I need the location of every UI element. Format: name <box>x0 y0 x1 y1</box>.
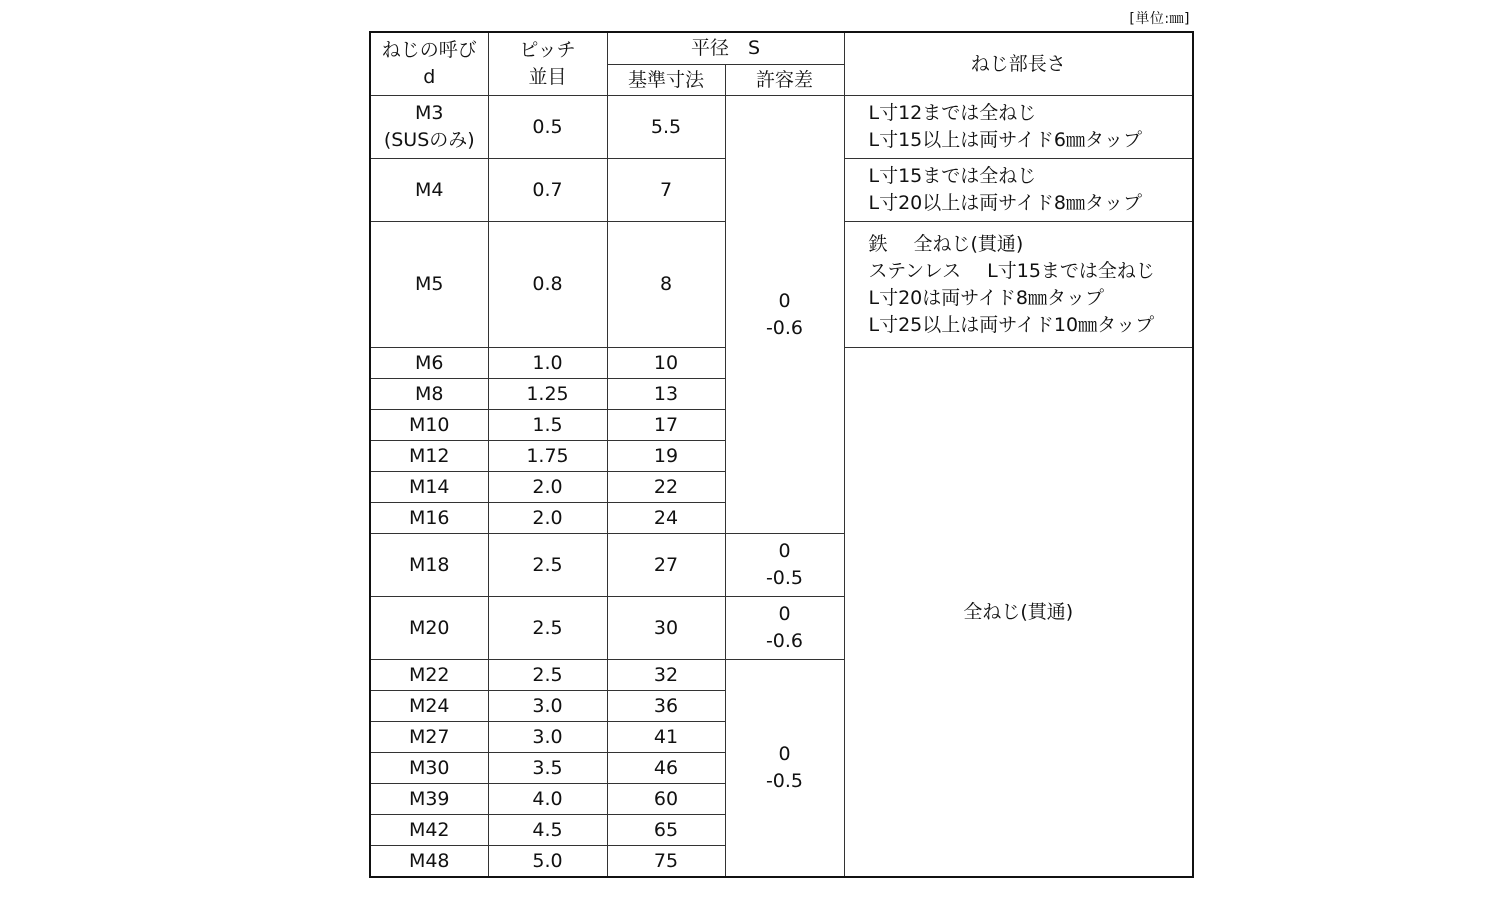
cell-nominal: M12 <box>370 441 488 472</box>
cell-thread-length <box>844 96 1193 159</box>
cell-thread-length <box>844 222 1193 348</box>
cell-basic-size: 5.5 <box>607 96 725 159</box>
cell-pitch: 1.0 <box>488 348 607 379</box>
cell-pitch: 1.25 <box>488 379 607 410</box>
cell-basic-size: 10 <box>607 348 725 379</box>
thread-note-line: L寸15までは全ねじ <box>868 165 1037 187</box>
cell-nominal: M20 <box>370 597 488 660</box>
cell-nominal: M22 <box>370 660 488 691</box>
nominal-note: (SUSのみ) <box>383 129 475 151</box>
cell-pitch: 0.8 <box>488 222 607 348</box>
header-pitch-label: ピッチ <box>519 39 576 61</box>
cell-basic-size: 30 <box>607 597 725 660</box>
cell-nominal <box>370 96 488 159</box>
cell-basic-size: 32 <box>607 660 725 691</box>
cell-nominal: M30 <box>370 753 488 784</box>
header-tolerance: 許容差 <box>725 65 844 96</box>
stainless-label: ステンレス <box>868 259 962 282</box>
cell-pitch: 3.0 <box>488 691 607 722</box>
cell-thread-length <box>844 159 1193 222</box>
cell-tolerance <box>725 534 844 597</box>
cell-pitch: 2.0 <box>488 472 607 503</box>
header-pitch <box>488 32 607 96</box>
cell-pitch: 0.5 <box>488 96 607 159</box>
cell-nominal: M27 <box>370 722 488 753</box>
tolerance-upper: 0 <box>778 289 791 312</box>
thread-note-line <box>869 231 1193 258</box>
nominal-value: M3 <box>415 102 444 124</box>
cell-pitch: 1.75 <box>488 441 607 472</box>
tolerance-upper: 0 <box>778 603 791 625</box>
steel-label: 鉄 <box>868 232 888 255</box>
cell-pitch: 2.5 <box>488 534 607 597</box>
tolerance-upper: 0 <box>778 743 791 765</box>
cell-tolerance <box>725 96 844 534</box>
cell-nominal: M10 <box>370 410 488 441</box>
cell-basic-size: 46 <box>607 753 725 784</box>
thread-note-line: L寸25以上は両サイド10㎜タップ <box>868 313 1155 336</box>
cell-pitch: 1.5 <box>488 410 607 441</box>
cell-basic-size: 75 <box>607 846 725 878</box>
thread-note-line: L寸20以上は両サイド8㎜タップ <box>868 192 1143 214</box>
thread-note-line: L寸20は両サイド8㎜タップ <box>868 286 1105 309</box>
hex-nut-spec-table <box>369 31 1194 878</box>
thread-note-line <box>869 258 1193 285</box>
cell-basic-size: 8 <box>607 222 725 348</box>
thread-note-line: L寸12までは全ねじ <box>868 102 1037 124</box>
cell-nominal: M4 <box>370 159 488 222</box>
cell-pitch: 0.7 <box>488 159 607 222</box>
cell-nominal: M42 <box>370 815 488 846</box>
cell-basic-size: 41 <box>607 722 725 753</box>
cell-thread-length-full: 全ねじ(貫通) <box>844 348 1193 878</box>
cell-basic-size: 17 <box>607 410 725 441</box>
cell-nominal: M16 <box>370 503 488 534</box>
cell-tolerance <box>725 660 844 878</box>
tolerance-lower: -0.6 <box>765 630 804 652</box>
cell-basic-size: 60 <box>607 784 725 815</box>
cell-pitch: 3.0 <box>488 722 607 753</box>
cell-basic-size: 7 <box>607 159 725 222</box>
tolerance-lower: -0.6 <box>765 316 804 339</box>
cell-nominal: M18 <box>370 534 488 597</box>
table-row <box>370 96 1193 159</box>
thread-note-line: L寸15以上は両サイド6㎜タップ <box>868 129 1143 151</box>
header-thread-length: ねじ部長さ <box>844 32 1193 96</box>
cell-pitch: 2.5 <box>488 660 607 691</box>
tolerance-upper: 0 <box>778 540 791 562</box>
stainless-text: L寸15までは全ねじ <box>987 259 1155 282</box>
header-row-1 <box>370 32 1193 65</box>
header-nominal-label: ねじの呼び <box>381 39 477 61</box>
cell-pitch: 4.0 <box>488 784 607 815</box>
cell-pitch: 2.5 <box>488 597 607 660</box>
header-basic-size: 基準寸法 <box>607 65 725 96</box>
cell-nominal: M24 <box>370 691 488 722</box>
cell-pitch: 4.5 <box>488 815 607 846</box>
header-width-s: 平径 S <box>607 32 844 65</box>
tolerance-lower: -0.5 <box>765 770 804 792</box>
cell-basic-size: 13 <box>607 379 725 410</box>
cell-basic-size: 36 <box>607 691 725 722</box>
cell-pitch: 2.0 <box>488 503 607 534</box>
cell-nominal: M39 <box>370 784 488 815</box>
cell-nominal: M8 <box>370 379 488 410</box>
cell-basic-size: 65 <box>607 815 725 846</box>
cell-tolerance <box>725 597 844 660</box>
cell-nominal: M6 <box>370 348 488 379</box>
header-nominal <box>370 32 488 96</box>
cell-basic-size: 24 <box>607 503 725 534</box>
cell-basic-size: 27 <box>607 534 725 597</box>
cell-nominal: M14 <box>370 472 488 503</box>
cell-pitch: 3.5 <box>488 753 607 784</box>
cell-nominal: M48 <box>370 846 488 878</box>
cell-nominal: M5 <box>370 222 488 348</box>
steel-text: 全ねじ(貫通) <box>913 232 1024 255</box>
header-pitch-sub: 並目 <box>528 66 567 88</box>
unit-label: [単位:㎜] <box>1129 11 1190 27</box>
header-nominal-symbol: d <box>423 66 436 88</box>
cell-basic-size: 22 <box>607 472 725 503</box>
tolerance-lower: -0.5 <box>765 567 804 589</box>
cell-basic-size: 19 <box>607 441 725 472</box>
cell-pitch: 5.0 <box>488 846 607 878</box>
